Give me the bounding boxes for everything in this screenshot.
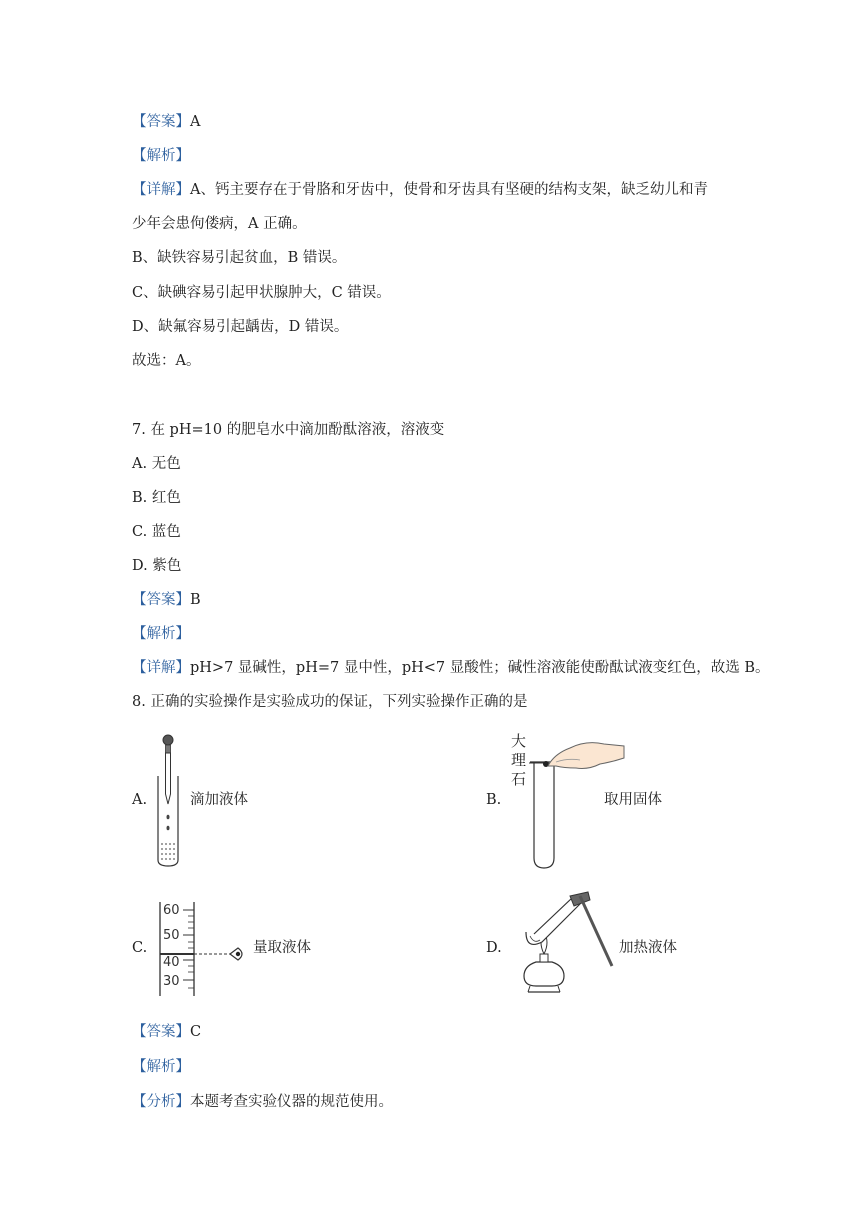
detail-line-cont: 少年会患佝偻病，A 正确。 [132,216,307,232]
heating-setup-figure [506,890,618,1002]
q8-option-a-label: 滴加液体 [190,792,248,808]
detail-line-b: B、缺铁容易引起贫血，B 错误。 [132,250,347,266]
detail-line-c: C、缺碘容易引起甲状腺肿大，C 错误。 [132,285,391,301]
detail-line-d: D、缺氟容易引起龋齿，D 错误。 [132,319,349,335]
conclusion: 故选：A。 [132,353,201,369]
q7-analysis-heading: 【解析】 [132,626,190,642]
q8-option-c-letter: C. [132,940,148,956]
q8-option-b-label: 取用固体 [604,792,662,808]
q7-detail-line: 【详解】pH>7 显碱性，pH=7 显中性，pH<7 显酸性；碱性溶液能使酚酞试液变红色，故选 B。 [132,660,770,676]
q8-option-d-label: 加热液体 [619,940,677,956]
answer-line: 【答案】A [132,114,201,130]
q7-option-c: C. 蓝色 [132,524,181,540]
q7-option-d: D. 紫色 [132,558,182,574]
q8-option-d-letter: D. [486,940,502,956]
q7-answer-line: 【答案】B [132,592,201,608]
question-8-stem: 8. 正确的实验操作是实验成功的保证，下列实验操作正确的是 [132,694,528,710]
q8-fenxi-line: 【分析】本题考查实验仪器的规范使用。 [132,1094,393,1110]
q7-option-a: A. 无色 [132,456,181,472]
q7-option-b: B. 红色 [132,490,181,506]
question-7-stem: 7. 在 pH=10 的肥皂水中滴加酚酞溶液，溶液变 [132,422,445,438]
q8-analysis-heading: 【解析】 [132,1059,190,1075]
q8-option-a-letter: A. [132,792,148,808]
analysis-heading: 【解析】 [132,148,190,164]
detail-line: 【详解】A、钙主要存在于骨胳和牙齿中，使骨和牙齿具有坚硬的结构支架，缺乏幼儿和青 [132,182,708,198]
dropper-figure [150,732,190,870]
q8-answer-line: 【答案】C [132,1024,202,1040]
q8-option-c-label: 量取液体 [253,940,311,956]
marble-label: 大 理 石 [511,732,527,788]
q8-option-b-letter: B. [486,792,502,808]
